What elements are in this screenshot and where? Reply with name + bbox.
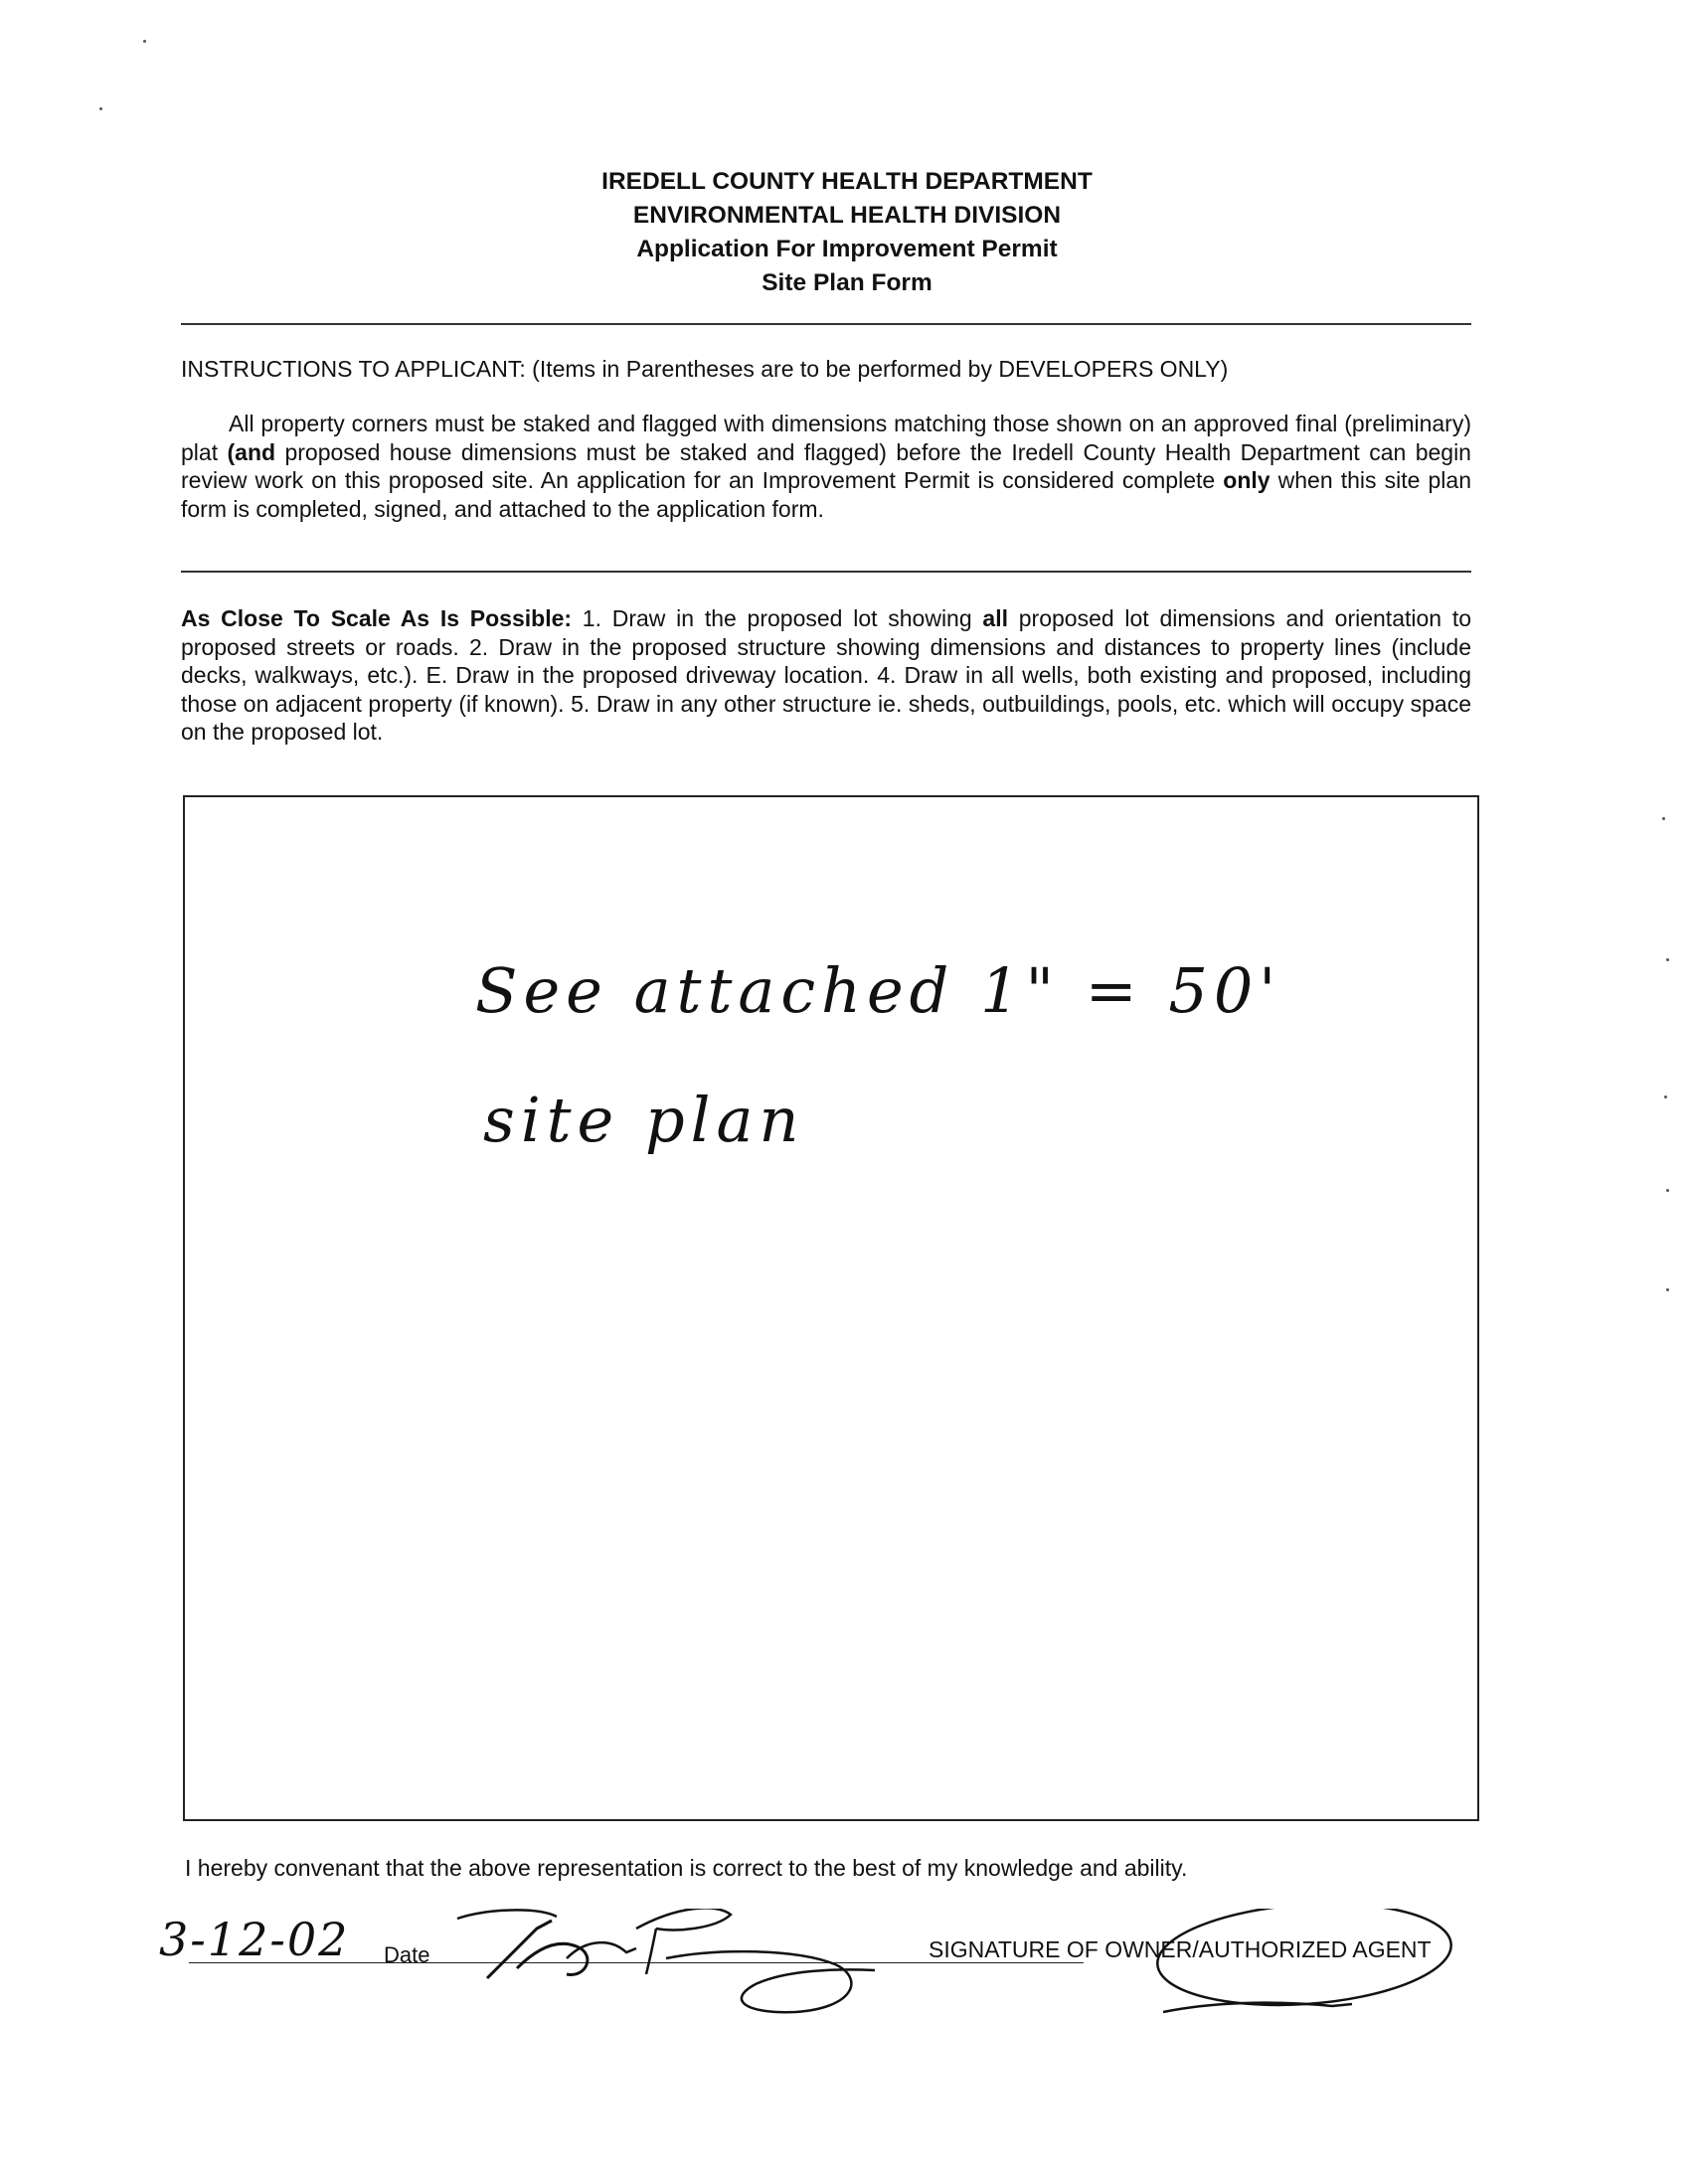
scan-speck	[1666, 1288, 1669, 1291]
scale-instructions	[181, 604, 1471, 747]
scan-speck	[99, 107, 102, 110]
signature-row	[159, 1909, 1610, 2018]
handwritten-see-attached: See attached 1" = 50'	[475, 954, 1282, 1027]
handwritten-signature	[159, 1909, 1610, 2018]
header-form-name: Site Plan Form	[762, 269, 932, 296]
date-label: Date	[384, 1942, 430, 1967]
handwritten-date: 3-12-02	[159, 1913, 350, 1966]
scan-speck	[1662, 817, 1665, 820]
signature-label: SIGNATURE OF OWNER/AUTHORIZED AGENT	[929, 1936, 1432, 1962]
instructions-bold-and: (and	[227, 438, 276, 465]
instructions-bold-only: only	[1223, 467, 1270, 493]
header-department: IREDELL COUNTY HEALTH DEPARTMENT	[601, 168, 1093, 195]
instructions-text-2: proposed house dimensions must be staked and flagged) before the Iredell County Health Department can begin review work on this proposed site. An application for an Improvement Permit is considered complete	[181, 438, 1471, 493]
header-division: ENVIRONMENTAL HEALTH DIVISION	[632, 202, 1062, 229]
instructions-text-1: All property corners must be staked and flagged with dimensions matching those shown on an approved final (preliminary) plat	[181, 411, 1471, 465]
scale-instructions-text-1: 1. Draw in the proposed lot showing	[572, 605, 983, 631]
scan-speck	[1666, 958, 1669, 961]
scan-speck	[143, 40, 146, 43]
instructions-text-3: when this site plan form is completed, signed, and attached to the application form.	[181, 467, 1471, 522]
scale-instructions-text-2: proposed lot dimensions and orientation to proposed streets or roads. 2. Draw in the proposed structure showing dimensions and distances to property lines (include decks, walkways, etc.). E. Draw in the proposed driveway location. 4. Draw in all wells, both existing and proposed, including those on adjacent property (if known). 5. Draw in any other structure ie. sheds, outbuildings, pools, etc. which will occupy space on the proposed lot.	[181, 605, 1472, 745]
scale-instructions-bold-all: all	[982, 605, 1008, 631]
header-application-title: Application For Improvement Permit	[636, 236, 1058, 262]
scale-instructions-lead: As Close To Scale As Is Possible:	[181, 605, 573, 631]
form-header	[0, 165, 1694, 300]
site-plan-drawing-box[interactable]	[183, 795, 1479, 1821]
instructions-title: INSTRUCTIONS TO APPLICANT: (Items in Parentheses are to be performed by DEVELOPERS ONLY)	[181, 356, 1229, 382]
handwritten-site-plan: site plan	[483, 1084, 805, 1156]
scan-speck	[1666, 1189, 1669, 1192]
instructions-paragraph	[181, 410, 1471, 523]
scan-speck	[1664, 1095, 1667, 1098]
certification-statement: I hereby convenant that the above representation is correct to the best of my knowledge and ability.	[185, 1855, 1188, 1881]
divider-middle	[181, 571, 1471, 573]
divider-top	[181, 323, 1471, 325]
